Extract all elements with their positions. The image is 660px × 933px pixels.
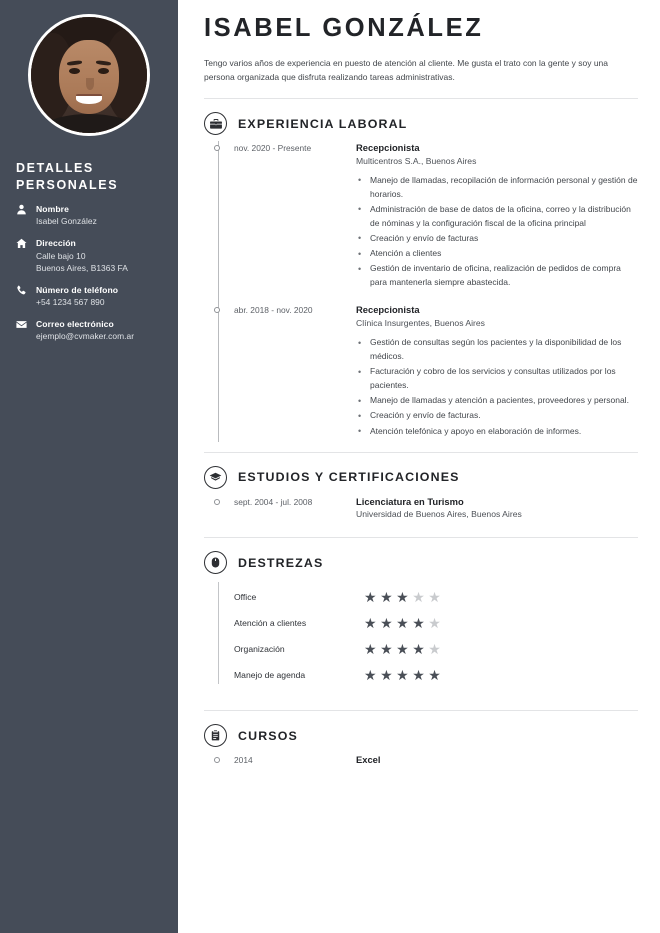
profile-summary: Tengo varios años de experiencia en puesto de atención al cliente. Me gusta el trato con la gente y soy una persona organizada que disfruta realizando tareas administrativas. — [204, 58, 609, 83]
person-icon — [16, 203, 33, 215]
job-employer: Clínica Insurgentes, Buenos Aires — [356, 318, 485, 329]
clipboard-icon — [204, 724, 227, 747]
skill-rating — [364, 642, 441, 656]
star-filled-icon: ★ — [364, 641, 377, 658]
detail-row-nombre — [0, 203, 178, 237]
experience-timeline — [214, 141, 638, 442]
star-filled-icon: ★ — [364, 667, 377, 684]
section-header — [204, 112, 638, 141]
skills-list — [214, 580, 638, 688]
star-filled-icon: ★ — [412, 615, 425, 632]
list-item: • Creación y envío de facturas — [356, 232, 638, 247]
experience-entry — [234, 303, 638, 441]
course-entry — [234, 753, 638, 769]
star-empty-icon: ★ — [428, 615, 441, 632]
courses-timeline — [214, 753, 638, 769]
timeline-dot — [214, 499, 220, 505]
education-timeline — [214, 495, 638, 524]
section-courses — [204, 711, 638, 769]
star-filled-icon: ★ — [412, 641, 425, 658]
skill-rating — [364, 590, 441, 604]
timeline-line — [218, 141, 219, 442]
job-title: Recepcionista — [356, 304, 420, 316]
entry-date: 2014 — [234, 755, 253, 766]
skill-name: Organización — [234, 644, 285, 655]
detail-row-direccion — [0, 237, 178, 284]
star-filled-icon: ★ — [396, 589, 409, 606]
section-title: ESTUDIOS Y CERTIFICACIONES — [238, 470, 460, 485]
job-title: Recepcionista — [356, 142, 420, 154]
list-item: • Manejo de llamadas y atención a pacientes, proveedores y personal. — [356, 394, 638, 409]
education-entry — [234, 495, 638, 524]
job-bullets — [356, 168, 638, 292]
mouse-icon — [204, 551, 227, 574]
timeline-dot — [214, 307, 220, 313]
section-education — [204, 453, 638, 524]
institution: Universidad de Buenos Aires, Buenos Aires — [356, 509, 522, 520]
star-filled-icon: ★ — [380, 667, 393, 684]
star-filled-icon: ★ — [380, 641, 393, 658]
detail-value: Calle bajo 10 — [36, 250, 86, 261]
phone-icon — [16, 284, 33, 296]
detail-row-telefono — [0, 284, 178, 318]
star-filled-icon: ★ — [364, 589, 377, 606]
envelope-icon — [16, 318, 33, 330]
detail-label: Nombre — [36, 204, 69, 214]
profile-photo — [28, 14, 150, 136]
list-item: • Atención telefónica y apoyo en elaboración de informes. — [356, 425, 638, 440]
skills-line — [218, 582, 219, 684]
skill-row — [234, 662, 638, 688]
sidebar — [0, 0, 178, 933]
star-empty-icon: ★ — [428, 641, 441, 658]
course-title: Excel — [356, 754, 381, 766]
home-icon — [16, 237, 33, 249]
star-filled-icon: ★ — [380, 589, 393, 606]
section-skills — [204, 538, 638, 688]
skill-name: Office — [234, 592, 257, 603]
list-item: • Administración de base de datos de la oficina, correo y la distribución de nóminas y la configuración fiscal de la oficina principal — [356, 203, 638, 232]
detail-label: Número de teléfono — [36, 284, 119, 295]
section-header — [204, 466, 638, 495]
skill-row — [234, 636, 638, 662]
star-filled-icon: ★ — [364, 615, 377, 632]
job-bullets — [356, 330, 638, 440]
detail-value: ejemplo@cvmaker.com.ar — [36, 331, 135, 342]
detail-value: Isabel González — [36, 216, 97, 227]
list-item: • Manejo de llamadas, recopilación de información personal y gestión de horarios. — [356, 174, 638, 203]
star-filled-icon: ★ — [396, 641, 409, 658]
degree-title: Licenciatura en Turismo — [356, 495, 464, 507]
list-item: • Atención a clientes — [356, 247, 638, 262]
personal-details-heading: DETALLES PERSONALES — [16, 161, 119, 192]
section-title: DESTREZAS — [238, 555, 324, 570]
star-filled-icon: ★ — [412, 667, 425, 684]
job-employer: Multicentros S.A., Buenos Aires — [356, 155, 477, 166]
list-item: • Creación y envío de facturas. — [356, 409, 638, 424]
skill-row — [234, 584, 638, 610]
detail-value: +54 1234 567 890 — [36, 297, 105, 308]
list-item: • Facturación y cobro de los servicios y consultas utilizados por los pacientes. — [356, 365, 638, 394]
star-filled-icon: ★ — [396, 615, 409, 632]
page-title: ISABEL GONZÁLEZ — [204, 14, 484, 42]
list-item: • Gestión de inventario de oficina, realización de pedidos de compra para mantenerla siempre abastecida. — [356, 262, 638, 291]
skill-row — [234, 610, 638, 636]
star-filled-icon: ★ — [428, 667, 441, 684]
timeline-dot — [214, 757, 220, 763]
star-filled-icon: ★ — [380, 615, 393, 632]
entry-date: sept. 2004 - jul. 2008 — [234, 496, 313, 507]
entry-date: abr. 2018 - nov. 2020 — [234, 305, 313, 316]
section-header — [204, 551, 638, 580]
list-item: • Gestión de consultas según los pacientes y la disponibilidad de los médicos. — [356, 336, 638, 365]
main-content — [178, 0, 660, 933]
skill-name: Atención a clientes — [234, 618, 307, 629]
entry-date: nov. 2020 - Presente — [234, 143, 312, 154]
experience-entry — [234, 141, 638, 303]
detail-row-email — [0, 318, 178, 352]
detail-label: Correo electrónico — [36, 318, 114, 329]
skill-rating — [364, 668, 441, 682]
skill-rating — [364, 616, 441, 630]
section-experience — [204, 99, 638, 442]
timeline-dot — [214, 145, 220, 151]
photo-container — [0, 0, 178, 136]
section-title: CURSOS — [238, 728, 298, 743]
briefcase-icon — [204, 112, 227, 135]
star-empty-icon: ★ — [412, 589, 425, 606]
star-filled-icon: ★ — [396, 667, 409, 684]
graduation-cap-icon — [204, 466, 227, 489]
section-title: EXPERIENCIA LABORAL — [238, 116, 408, 131]
detail-value: Buenos Aires, B1363 FA — [36, 263, 128, 274]
detail-label: Dirección — [36, 238, 76, 249]
section-header — [204, 724, 638, 753]
skill-name: Manejo de agenda — [234, 670, 306, 681]
star-empty-icon: ★ — [428, 589, 441, 606]
